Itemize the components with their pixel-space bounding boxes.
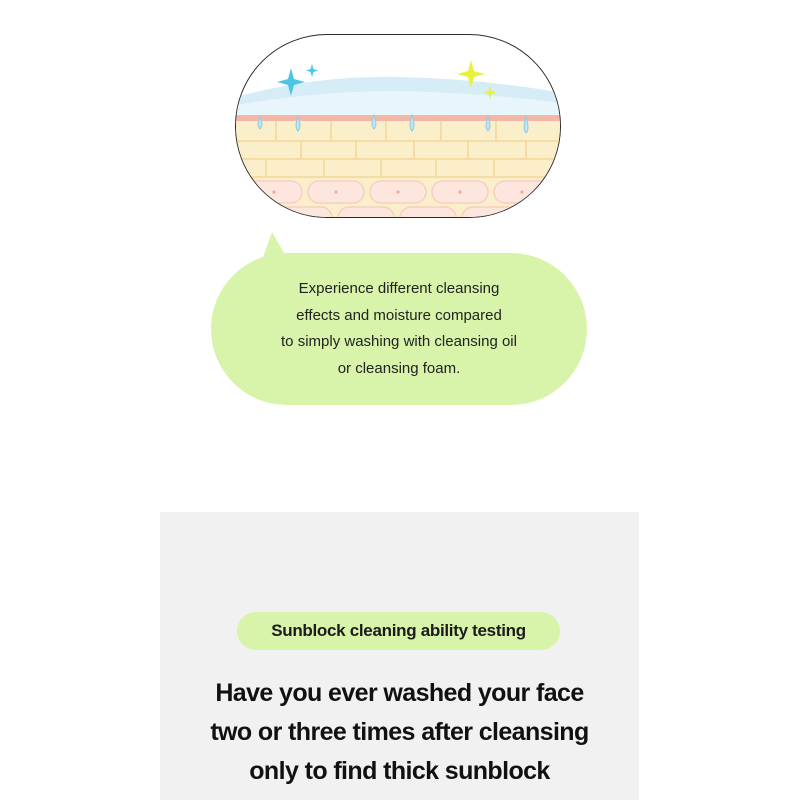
bubble-text: Experience different cleansing effects and moisture compared to simply washing with cleansing oil or cleansing foam. <box>281 280 517 377</box>
sparkle-icon <box>454 58 504 104</box>
section-tag: Sunblock cleaning ability testing <box>237 612 560 650</box>
skin-layers-illustration <box>235 34 561 218</box>
test-panel <box>160 512 639 800</box>
section-headline: Have you ever washed your face two or three times after cleansing only to find thick sunblock <box>210 679 589 785</box>
speech-bubble <box>211 253 587 405</box>
sparkle-icon <box>276 64 326 104</box>
skin-cross-section <box>236 35 561 218</box>
skin-surface <box>236 115 561 121</box>
